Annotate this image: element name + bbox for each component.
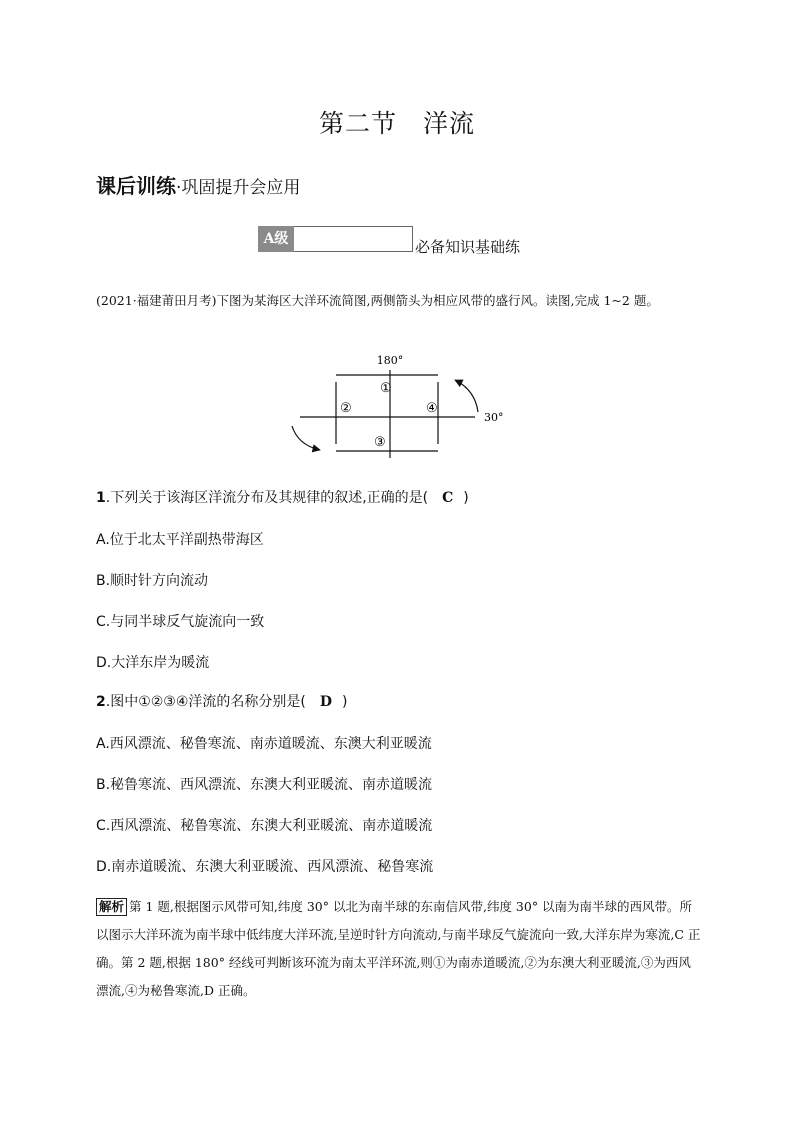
q1-option-d: D.大洋东岸为暖流 — [96, 655, 210, 671]
question-1-number: 1 — [96, 490, 106, 506]
q2-option-d: D.南赤道暖流、东澳大利亚暖流、西风漂流、秘鲁寒流 — [96, 859, 434, 875]
marker-4: ④ — [426, 401, 438, 416]
q2-option-a: A.西风漂流、秘鲁寒流、南赤道暖流、东澳大利亚暖流 — [96, 736, 432, 752]
section-sub: ·巩固提升会应用 — [176, 178, 301, 198]
q2-option-c: C.西风漂流、秘鲁寒流、东澳大利亚暖流、南赤道暖流 — [96, 818, 433, 834]
analysis-tag: 解析 — [96, 898, 127, 916]
question-1-answer: C — [442, 490, 454, 506]
level-text: 必备知识基础练 — [415, 237, 521, 256]
question-2-stem: .图中①②③④洋流的名称分别是( — [105, 694, 306, 710]
wind-arrow-left — [292, 426, 320, 450]
marker-2: ② — [340, 401, 352, 416]
section-heading — [96, 170, 300, 199]
question-2-close: ) — [342, 694, 348, 710]
marker-1: ① — [380, 381, 392, 396]
question-2 — [96, 691, 347, 711]
latitude-label: 30° — [484, 411, 504, 424]
title-topic: 洋流 — [423, 109, 476, 138]
question-2-number: 2 — [96, 694, 106, 710]
q1-option-c: C.与同半球反气旋流向一致 — [96, 614, 265, 630]
level-banner — [258, 226, 521, 256]
analysis-block — [96, 893, 702, 1005]
section-main: 课后训练 — [96, 174, 176, 198]
wind-arrow-right — [455, 380, 478, 412]
question-2-answer: D — [319, 694, 333, 710]
question-1-stem: .下列关于该海区洋流分布及其规律的叙述,正确的是( — [105, 490, 429, 506]
page-title — [0, 104, 794, 140]
marker-3: ③ — [374, 435, 386, 450]
level-badge: A级 — [258, 226, 294, 252]
q1-option-b: B.顺时针方向流动 — [96, 573, 209, 589]
question-1 — [96, 487, 469, 507]
analysis-text: 第 1 题,根据图示风带可知,纬度 30° 以北为南半球的东南信风带,纬度 30° 以南为南半球的西风带。所以图示大洋环流为南半球中低纬度大洋环流,呈逆时针方向流动,与南半球反气旋流向一致,大洋东岸为寒流,C 正确。第 2 题,根据 180° 经线可判断该环流为南太平洋环流,则①为南赤道暖流,②为东澳大利亚暖流,③为西风漂流,④为秘鲁寒流,D 正确。 — [96, 899, 701, 998]
title-section-number: 第二节 — [318, 109, 397, 138]
q1-option-a: A.位于北太平洋副热带海区 — [96, 532, 264, 548]
ocean-gyre-diagram — [280, 350, 520, 460]
longitude-label: 180° — [376, 354, 404, 367]
q2-option-b: B.秘鲁寒流、西风漂流、东澳大利亚暖流、南赤道暖流 — [96, 777, 433, 793]
intro-text: (2021·福建莆田月考)下图为某海区大洋环流简图,两侧箭头为相应风带的盛行风。读图,完成 1~2 题。 — [96, 293, 659, 308]
level-box — [294, 226, 413, 252]
question-1-close: ) — [463, 490, 469, 506]
